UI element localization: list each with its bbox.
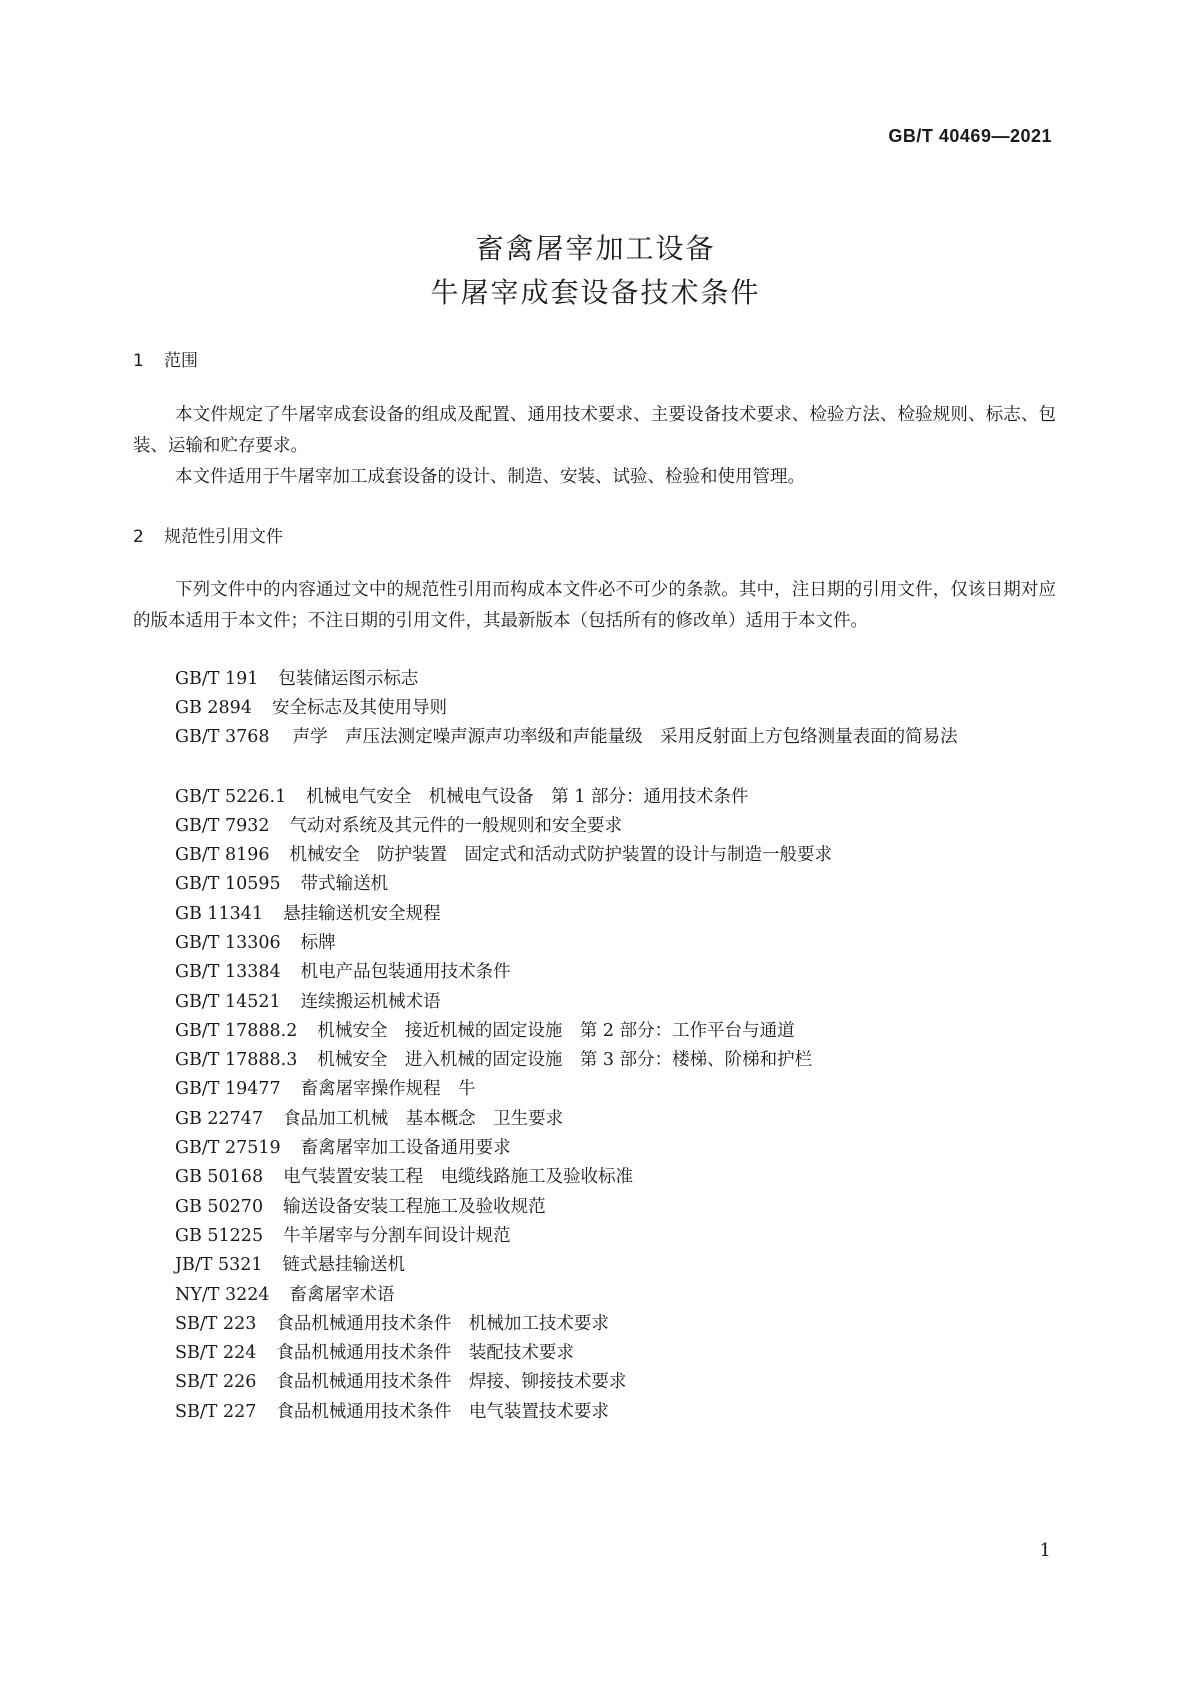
reference-title: 食品加工机械 基本概念 卫生要求 (283, 1109, 564, 1129)
section-1-paragraph-1: 本文件规定了牛屠宰成套设备的组成及配置、通用技术要求、主要设备技术要求、检验方法、检验规则、标志、包装、运输和贮存要求。 (133, 405, 1056, 456)
reference-title: 标牌 (300, 933, 336, 953)
reference-title: 机械安全 防护装置 固定式和活动式防护装置的设计与制造一般要求 (289, 845, 833, 865)
reference-item (175, 1250, 405, 1281)
page-number: 1 (1039, 1540, 1051, 1561)
section-2-intro: 下列文件中的内容通过文中的规范性引用而构成本文件必不可少的条款。其中，注日期的引用文件，仅该日期对应的版本适用于本文件；不注日期的引用文件，其最新版本（包括所有的修改单）适用于本文件。 (133, 580, 1056, 631)
reference-item (175, 1338, 574, 1369)
reference-item (175, 1074, 476, 1105)
reference-title: 机械安全 进入机械的固定设施 第 3 部分：楼梯、阶梯和护栏 (317, 1050, 813, 1070)
reference-code: GB/T 3768 (175, 727, 270, 747)
reference-title: 输送设备安装工程施工及验收规范 (283, 1197, 546, 1217)
reference-code: GB/T 13306 (175, 933, 281, 953)
reference-item (175, 1397, 609, 1428)
document-title-line2: 牛屠宰成套设备技术条件 (430, 276, 761, 309)
reference-title: 食品机械通用技术条件 焊接、铆接技术要求 (276, 1372, 627, 1392)
reference-item (175, 664, 418, 695)
reference-item (175, 1133, 511, 1164)
reference-code: GB 11341 (175, 904, 264, 924)
reference-item (175, 957, 511, 988)
reference-title: 安全标志及其使用导则 (271, 698, 447, 718)
reference-title: 机械电气安全 机械电气设备 第 1 部分：通用技术条件 (306, 787, 749, 807)
reference-title: 连续搬运机械术语 (300, 992, 441, 1012)
reference-code: GB 51225 (175, 1226, 264, 1246)
section-1-paragraph-2: 本文件适用于牛屠宰加工成套设备的设计、制造、安装、试验、检验和使用管理。 (175, 467, 805, 487)
reference-title: 畜禽屠宰操作规程 牛 (300, 1079, 476, 1099)
reference-code: GB/T 8196 (175, 845, 270, 865)
reference-title: 牛羊屠宰与分割车间设计规范 (283, 1226, 511, 1246)
section-2-title: 规范性引用文件 (164, 527, 283, 547)
reference-title: 机电产品包装通用技术条件 (300, 962, 511, 982)
reference-title: 食品机械通用技术条件 电气装置技术要求 (276, 1402, 609, 1422)
reference-code: GB/T 10595 (175, 874, 281, 894)
reference-title: 畜禽屠宰术语 (289, 1285, 395, 1305)
reference-code: GB 22747 (175, 1109, 264, 1129)
section-2-heading (133, 522, 283, 547)
reference-item (175, 782, 748, 813)
reference-code: GB/T 27519 (175, 1138, 281, 1158)
reference-item (133, 722, 1056, 753)
reference-code: JB/T 5321 (175, 1255, 263, 1275)
reference-code: NY/T 3224 (175, 1285, 270, 1305)
reference-title: 悬挂输送机安全规程 (283, 904, 441, 924)
reference-code: GB/T 17888.2 (175, 1021, 298, 1041)
reference-title: 机械安全 接近机械的固定设施 第 2 部分：工作平台与通道 (317, 1021, 795, 1041)
reference-item (175, 1309, 609, 1340)
reference-title: 气动对系统及其元件的一般规则和安全要求 (289, 816, 623, 836)
standard-code: GB/T 40469—2021 (888, 126, 1052, 146)
reference-code: GB/T 5226.1 (175, 787, 287, 807)
reference-code: SB/T 224 (175, 1343, 257, 1363)
reference-item (175, 1192, 546, 1223)
reference-code: GB/T 13384 (175, 962, 281, 982)
document-title-line1: 畜禽屠宰加工设备 (475, 232, 716, 265)
reference-title: 带式输送机 (300, 874, 389, 894)
reference-title: 包装储运图示标志 (278, 669, 419, 689)
reference-code: GB 50168 (175, 1167, 264, 1187)
reference-title: 食品机械通用技术条件 装配技术要求 (276, 1343, 574, 1363)
reference-item (175, 811, 622, 842)
reference-code: SB/T 226 (175, 1372, 257, 1392)
section-2-number: 2 (133, 527, 144, 547)
section-1-title: 范围 (164, 351, 198, 371)
reference-item (175, 987, 441, 1018)
reference-item (175, 1280, 395, 1311)
reference-code: GB/T 17888.3 (175, 1050, 298, 1070)
reference-item (175, 869, 388, 900)
reference-item (175, 1104, 563, 1135)
reference-item (175, 840, 832, 871)
reference-title: 声学 声压法测定噪声源声功率级和声能量级 采用反射面上方包络测量表面的简易法 (292, 727, 958, 747)
reference-item (175, 1016, 795, 1047)
reference-code: SB/T 223 (175, 1314, 257, 1334)
reference-title: 链式悬挂输送机 (282, 1255, 406, 1275)
reference-code: GB 2894 (175, 698, 252, 718)
reference-item (175, 928, 336, 959)
reference-item (175, 1221, 511, 1252)
section-1-number: 1 (133, 351, 144, 371)
reference-item (175, 1367, 626, 1398)
reference-code: SB/T 227 (175, 1402, 257, 1422)
reference-item (175, 899, 441, 930)
reference-code: GB/T 14521 (175, 992, 281, 1012)
reference-code: GB/T 191 (175, 669, 259, 689)
reference-item (175, 693, 447, 724)
reference-title: 食品机械通用技术条件 机械加工技术要求 (276, 1314, 609, 1334)
reference-title: 电气装置安装工程 电缆线路施工及验收标准 (283, 1167, 634, 1187)
reference-code: GB/T 19477 (175, 1079, 281, 1099)
reference-item (175, 1162, 633, 1193)
reference-title: 畜禽屠宰加工设备通用要求 (300, 1138, 511, 1158)
reference-code: GB/T 7932 (175, 816, 270, 836)
section-1-heading (133, 346, 198, 371)
reference-item (175, 1045, 812, 1076)
reference-code: GB 50270 (175, 1197, 264, 1217)
